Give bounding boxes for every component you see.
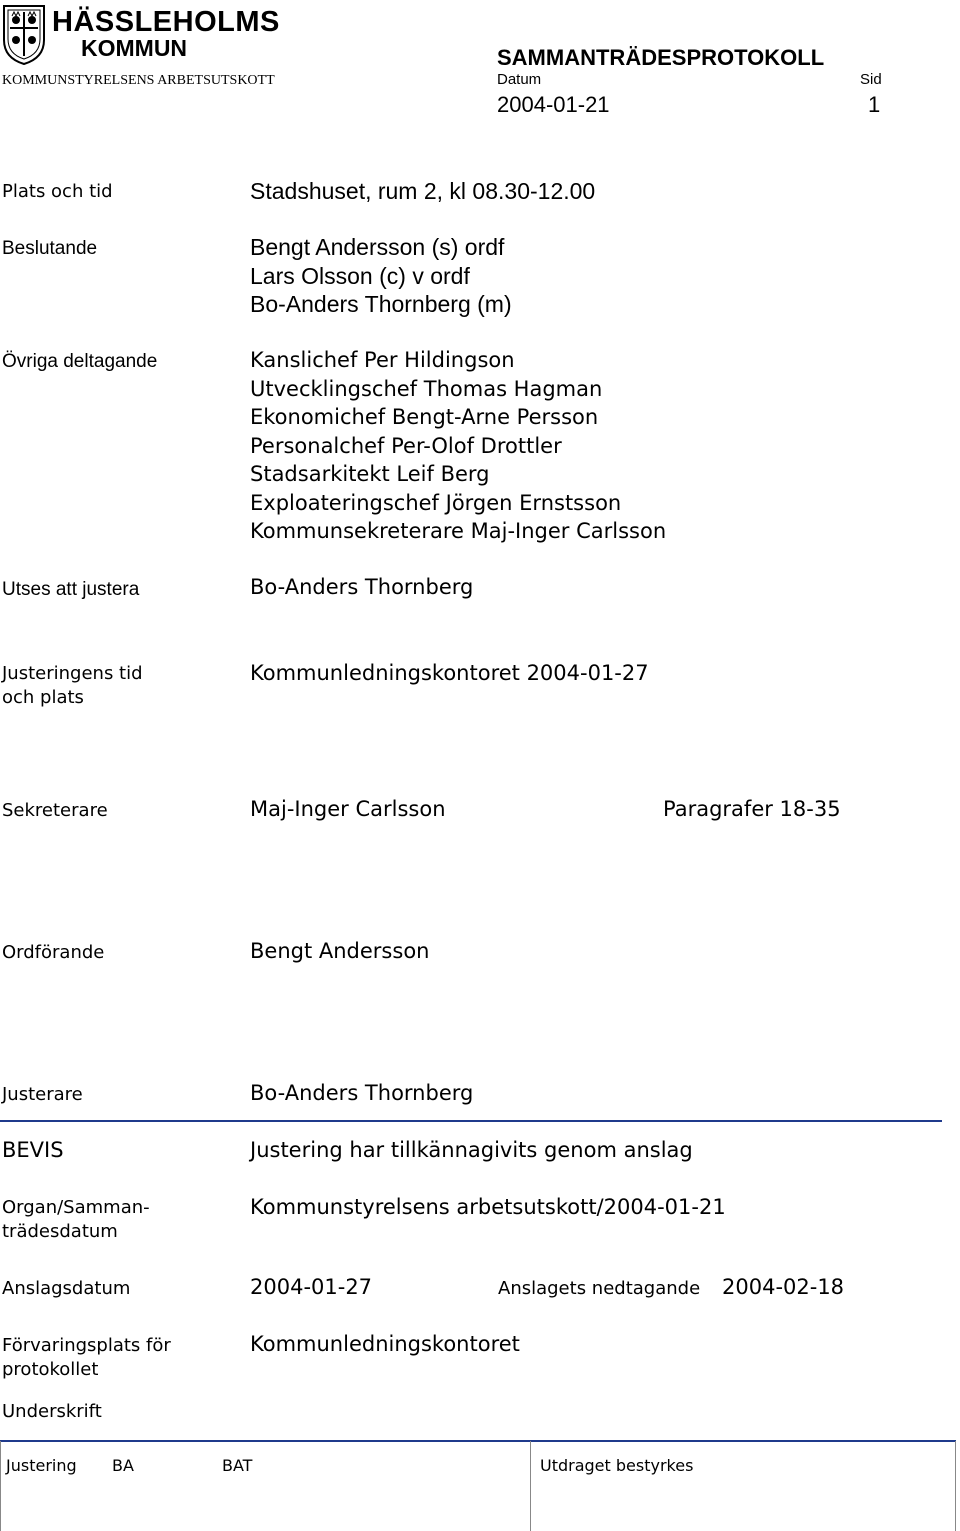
posting-date-label: Anslagsdatum [2,1278,131,1299]
chair-label: Ordförande [2,942,105,963]
coat-of-arms-logo [2,4,46,66]
adjuster-label: Justerare [2,1084,83,1105]
adjustment-label-line1: Justeringens tid [2,663,143,684]
other-participant: Kanslichef Per Hildingson [250,348,515,372]
date-label: Datum [497,71,542,88]
secretary-label: Sekreterare [2,800,108,821]
others-label: Övriga deltagande [2,351,158,372]
page-label: Sid [860,71,882,88]
footer-extract: Utdraget bestyrkes [540,1456,694,1475]
deciding-label: Beslutande [2,238,98,259]
adjustment-label [2,662,143,710]
deciding-member: Bo-Anders Thornberg (m) [250,291,512,317]
other-participant: Stadsarkitekt Leif Berg [250,462,490,486]
adjustment-label-line2: och plats [2,687,84,708]
org-name-line1: HÄSSLEHOLMS [52,6,280,38]
chair-value: Bengt Andersson [250,939,430,963]
other-participant: Ekonomichef Bengt-Arne Persson [250,405,599,429]
footer-box-mid [530,1441,531,1531]
removal-date-value: 2004-02-18 [722,1275,845,1299]
secretary-value: Maj-Inger Carlsson [250,797,446,821]
deciding-member: Lars Olsson (c) v ordf [250,262,470,289]
organ-value: Kommunstyrelsens arbetsutskott/2004-01-21 [250,1195,726,1219]
deciding-list [250,233,512,319]
other-participant: Exploateringschef Jörgen Ernstsson [250,490,622,515]
organ-label-line2: trädesdatum [2,1221,118,1242]
deciding-member: Bengt Andersson (s) ordf [250,234,505,260]
organ-label-line1: Organ/Samman- [2,1197,150,1218]
footer-ba: BA [112,1456,134,1475]
storage-label-line2: protokollet [2,1359,99,1380]
storage-value: Kommunledningskontoret [250,1332,520,1356]
page-value: 1 [868,92,881,117]
place-label: Plats och tid [2,181,113,202]
adjustment-value: Kommunledningskontoret 2004-01-27 [250,661,649,685]
footer-justering: Justering [6,1456,77,1475]
footer-box-left [0,1441,1,1531]
place-value: Stadshuset, rum 2, kl 08.30-12.00 [250,178,596,204]
proof-title: BEVIS [2,1138,64,1162]
signature-label: Underskrift [2,1401,102,1422]
document-title: SAMMANTRÄDESPROTOKOLL [497,45,825,70]
storage-label-line1: Förvaringsplats för [2,1335,171,1356]
other-participant: Utvecklingschef Thomas Hagman [250,376,603,401]
paragraphs-range: Paragrafer 18-35 [663,797,841,821]
appointed-label: Utses att justera [2,579,140,600]
storage-label [2,1334,171,1382]
footer-divider [0,1440,956,1442]
section-divider [0,1120,942,1122]
footer-box-right [955,1441,956,1531]
footer-bat: BAT [222,1456,253,1475]
other-participant: Personalchef Per-Olof Drottler [250,433,562,458]
department-name: KOMMUNSTYRELSENS ARBETSUTSKOTT [2,73,275,88]
organ-label [2,1196,150,1244]
other-participant: Kommunsekreterare Maj-Inger Carlsson [250,519,667,543]
org-name-line2: KOMMUN [81,35,188,61]
others-list [250,346,666,546]
appointed-value: Bo-Anders Thornberg [250,575,474,599]
removal-date-label: Anslagets nedtagande [498,1278,701,1299]
proof-statement: Justering har tillkännagivits genom anslag [250,1138,693,1162]
posting-date-value: 2004-01-27 [250,1275,373,1299]
date-value: 2004-01-21 [497,92,610,117]
adjuster-value: Bo-Anders Thornberg [250,1081,474,1105]
